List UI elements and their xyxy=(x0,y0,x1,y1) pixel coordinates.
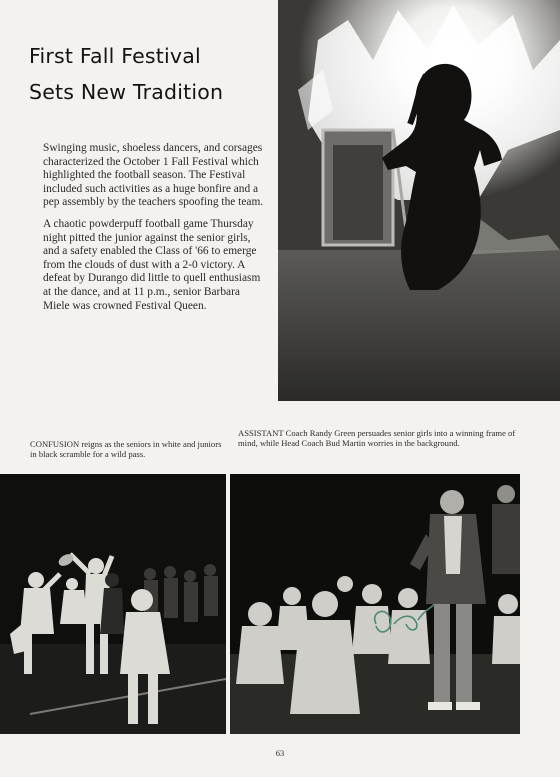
headline-line-2: Sets New Tradition xyxy=(29,80,224,104)
page-number: 63 xyxy=(275,748,285,758)
football-photo-graphic xyxy=(0,474,226,734)
article-headline xyxy=(29,38,269,110)
article-paragraph-2: A chaotic powderpuff football game Thursday night pitted the junior against the senior girls, and a safety enabled the Class of '66 to emerge from the clouds of dust with a 2-0 victory. A defeat by Durango did little to quell enthusiasm at the dance, and at 11 p.m., senior Barbara Miele was crowned Festival Queen. xyxy=(43,217,261,312)
article-body xyxy=(43,142,265,321)
rally-photo-caption: ASSISTANT Coach Randy Green persuades senior girls into a winning frame of mind, while Head Coach Bud Martin worries in the background. xyxy=(238,428,516,449)
headline-line-1: First Fall Festival xyxy=(29,44,201,68)
article-paragraph-1: Swinging music, shoeless dancers, and corsages characterized the October 1 Fall Festival which highlighted the football season. The Festival included such activities as a huge bonfire and a pep assembly by the teachers spoofing the team. xyxy=(43,142,264,209)
bonfire-photo xyxy=(278,0,560,401)
bonfire-photo-graphic xyxy=(278,0,560,401)
rally-photo-graphic xyxy=(230,474,520,734)
powderpuff-football-photo xyxy=(0,474,226,734)
football-photo-caption: CONFUSION reigns as the seniors in white and juniors in black scramble for a wild pass. xyxy=(30,439,222,460)
coach-pep-talk-photo xyxy=(230,474,520,734)
